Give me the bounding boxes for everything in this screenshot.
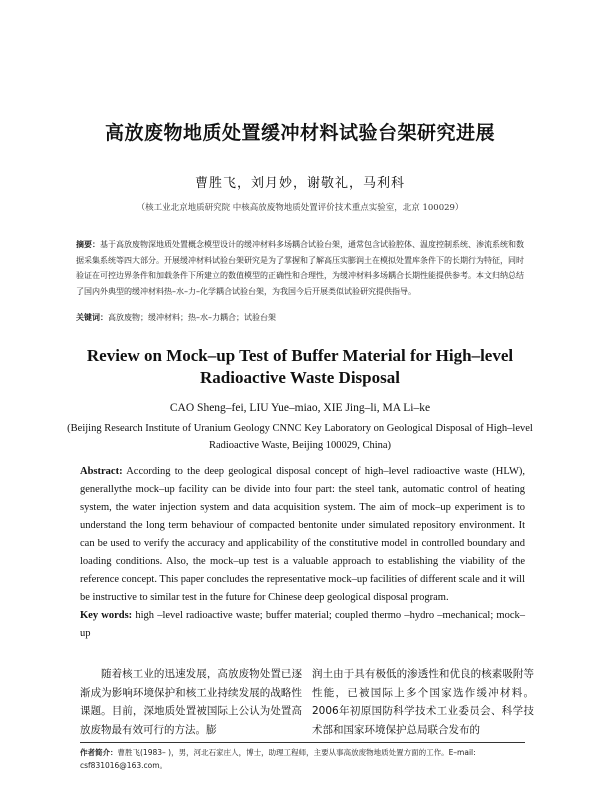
- author-footnote: [80, 746, 525, 772]
- english-abstract: [80, 463, 525, 607]
- chinese-abstract-label: 摘要：: [76, 240, 100, 249]
- english-abstract-label: Abstract:: [80, 466, 123, 477]
- english-authors: CAO Sheng–fei, LIU Yue–miao, XIE Jing–li, MA Li–ke: [169, 402, 431, 414]
- chinese-keywords: [76, 312, 528, 323]
- english-keywords: [80, 607, 525, 643]
- english-keywords-text: high –level radioactive waste; buffer material; coupled thermo –hydro –mechanical; mock–up: [80, 610, 525, 639]
- body-right-column: 润土由于具有极低的渗透性和优良的核素吸附等性能，已被国际上多个国家选作缓冲材料。2006年初原国防科学技术工业委员会、科学技术部和国家环境保护总局联合发布的: [312, 668, 534, 736]
- footnote-divider: [80, 742, 525, 743]
- chinese-affiliation: （核工业北京地质研究院 中核高放废物地质处置评价技术重点实验室，北京 100029）: [136, 203, 464, 213]
- chinese-authors: 曹胜飞，刘月妙，谢敬礼，马利科: [194, 176, 405, 191]
- body-left-column: 随着核工业的迅速发展，高放废物处置已逐渐成为影响环境保护和核工业持续发展的战略性课题。目前，深地质处置被国际上公认为处置高放废物最有效可行的方法。膨: [80, 668, 302, 736]
- chinese-title: 高放废物地质处置缓冲材料试验台架研究进展: [104, 122, 495, 144]
- chinese-abstract-text: 基于高放废物深地质处置概念模型设计的缓冲材料多场耦合试验台架，通常包含试验腔体、温度控制系统、渗流系统和数据采集系统等四大部分。开展缓冲材料试验台架研究是为了掌握和了解高压实膨润土在模拟处置库条件下的长期行为特征，同时验证在可控边界条件和加载条件下所建立的数值模型的正确性和合理性，为缓冲材料多场耦合长期性能提供参考。本文归纳总结了国内外典型的缓冲材料热–水–力–化学耦合试验台架，为我国今后开展类似试验研究提供指导。: [76, 240, 524, 296]
- chinese-keywords-label: 关键词：: [76, 313, 108, 322]
- chinese-keywords-text: 高放废物；缓冲材料；热–水–力耦合；试验台架: [108, 313, 276, 322]
- footnote-label: 作者简介：: [80, 748, 118, 757]
- footnote-text: 曹胜飞(1983– )，男，河北石家庄人，博士，助理工程师，主要从事高放废物地质处置方面的工作。E–mail: csf831016@163.com。: [80, 748, 476, 770]
- english-title: Review on Mock–up Test of Buffer Material for High–level Radioactive Waste Disposal: [86, 346, 514, 387]
- english-keywords-label: Key words:: [80, 610, 133, 621]
- english-abstract-text: According to the deep geological disposal concept of high–level radioactive waste (HLW), generallythe mock–up facility can be divide into four part: the steel tank, automatic control of heating system, the water injection system and data acquisition system. The aim of mock–up experiment is to understand the long term behaviour of compacted bentonite under simulated repository environment. It can be used to verify the accuracy and applicability of the constitutive model in controlled boundary and loading conditions. Also, the mock–up test is a valuable approach to establishing the viability of the reference concept. This paper concludes the representative mock–up facilities of different scale and it will be instructive to similar test in the future for Chinese deep geological disposal program.: [80, 466, 525, 603]
- english-affiliation: (Beijing Research Institute of Uranium Geology CNNC Key Laboratory on Geological Disposal of High–level Radioactive Waste, Beijing 100029, China): [67, 423, 533, 451]
- chinese-abstract: [76, 237, 528, 299]
